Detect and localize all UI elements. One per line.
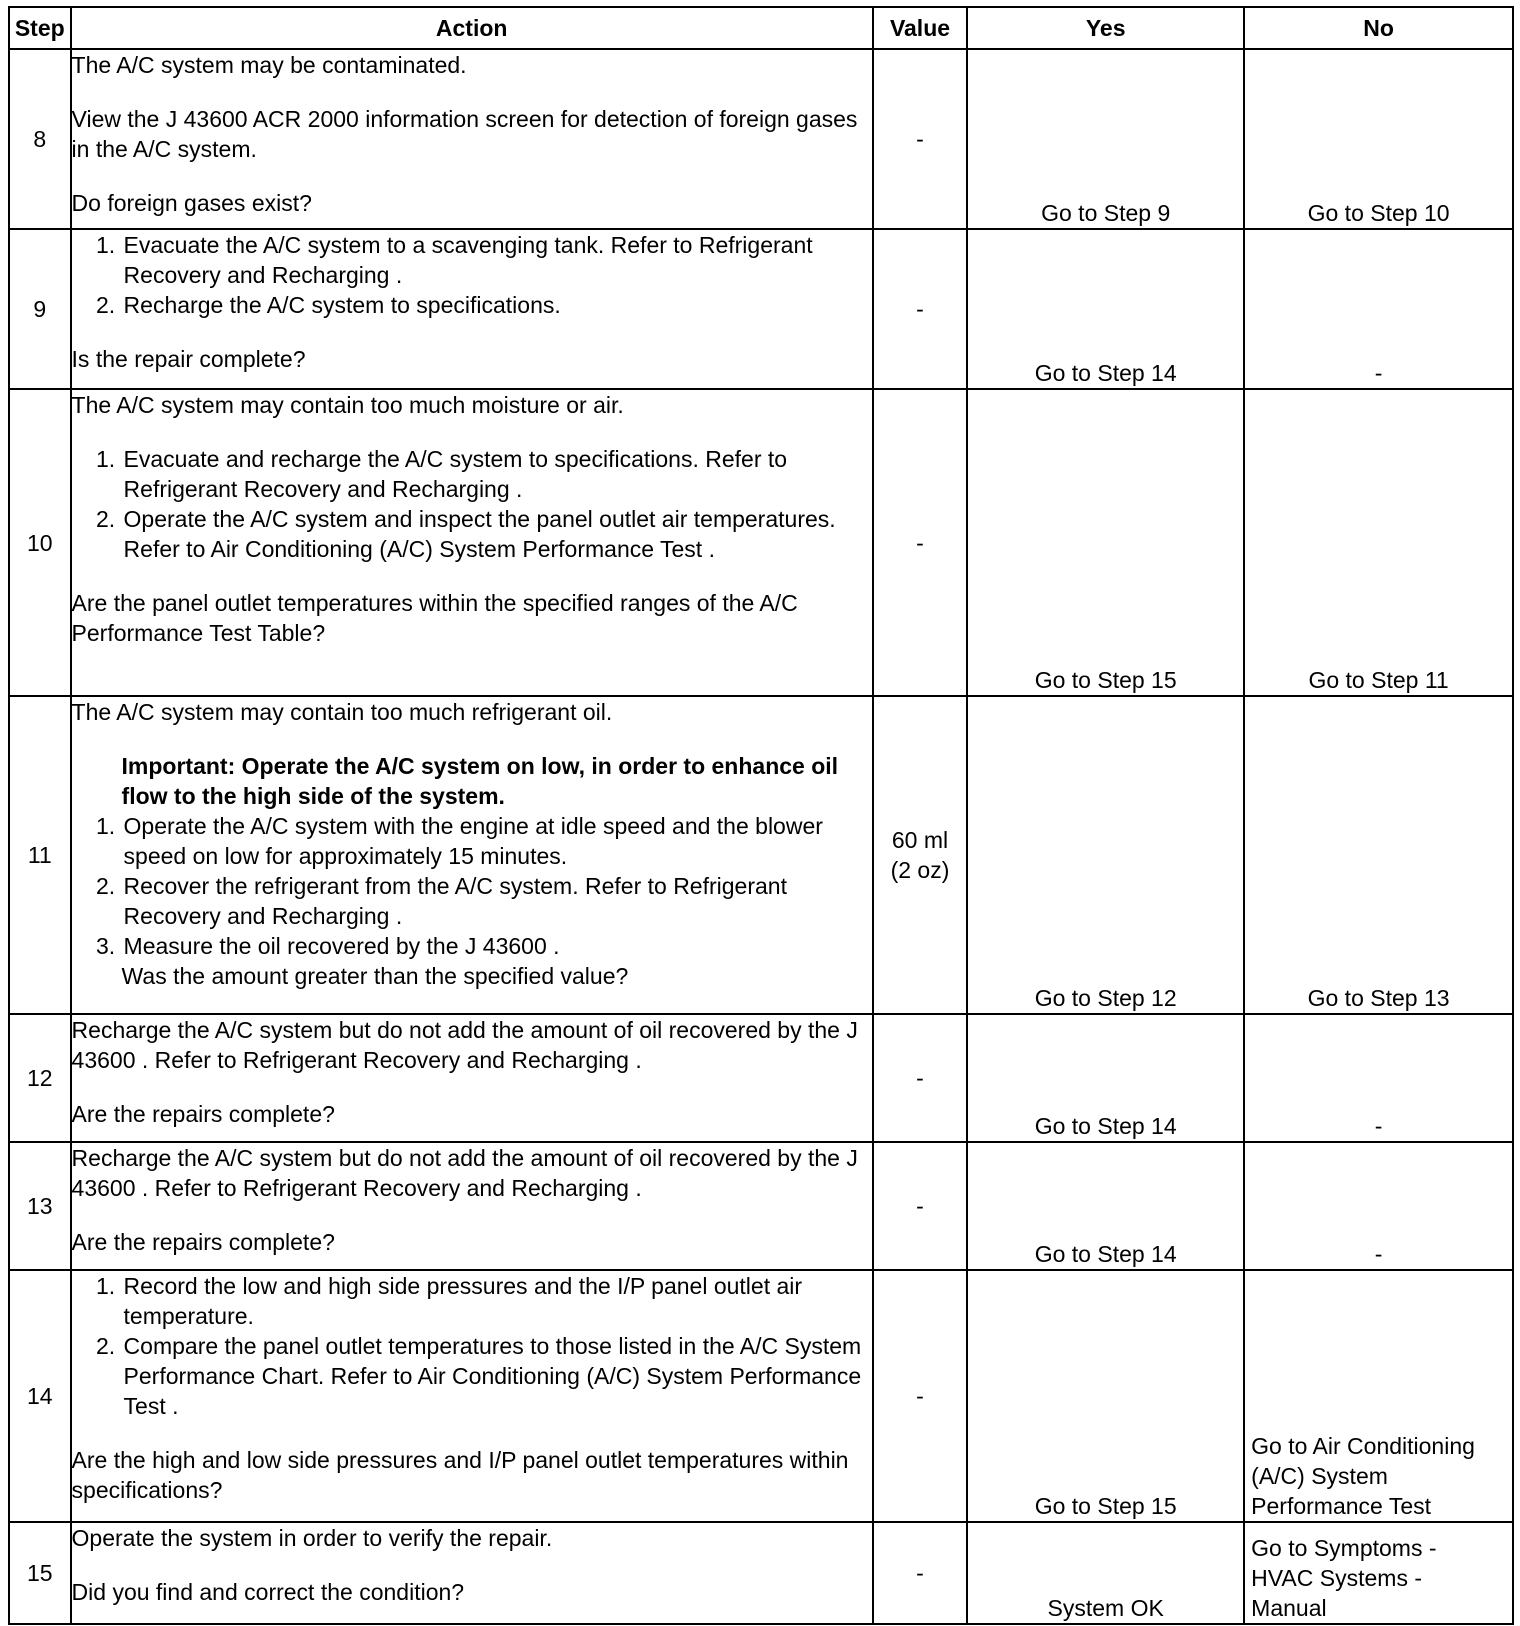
- action-cell: [71, 1522, 873, 1624]
- action-list: [72, 230, 872, 320]
- header-step: Step: [9, 7, 71, 49]
- value-cell: -: [873, 1270, 967, 1522]
- action-question: Was the amount greater than the specified value?: [121, 963, 629, 989]
- action-list-item: 2. Compare the panel outlet temperatures to those listed in the A/C System Performance Chart. Refer to Air Conditioning (A/C) System Performance Test .: [122, 1331, 872, 1421]
- table-row: [9, 229, 1513, 389]
- action-text: View the J 43600 ACR 2000 information screen for detection of foreign gases in the A/C system.: [71, 106, 858, 162]
- action-list: [72, 444, 872, 564]
- table-row: [9, 389, 1513, 696]
- action-text: Recharge the A/C system but do not add the amount of oil recovered by the J 43600 . Refer to Refrigerant Recovery and Recharging .: [71, 1017, 858, 1073]
- action-question: Are the high and low side pressures and I/P panel outlet temperatures within specifications?: [71, 1447, 849, 1503]
- no-cell: Go to Air Conditioning (A/C) System Performance Test: [1244, 1270, 1513, 1522]
- action-cell: [71, 1142, 873, 1270]
- action-text: Operate the system in order to verify the repair.: [71, 1525, 553, 1551]
- action-list-item: 2. Recover the refrigerant from the A/C system. Refer to Refrigerant Recovery and Recharging .: [122, 871, 872, 931]
- value-cell: -: [873, 1142, 967, 1270]
- yes-cell: Go to Step 14: [967, 229, 1244, 389]
- step-number: 14: [9, 1270, 71, 1522]
- action-cell: [71, 389, 873, 696]
- value-cell: -: [873, 389, 967, 696]
- action-cell: [71, 1014, 873, 1142]
- action-question: Are the repairs complete?: [71, 1229, 335, 1255]
- action-cell: [71, 696, 873, 1014]
- step-number: 11: [9, 696, 71, 1014]
- action-text: The A/C system may contain too much refrigerant oil.: [71, 699, 613, 725]
- diagnostic-table: [8, 6, 1514, 1625]
- important-note: Important: Operate the A/C system on low, in order to enhance oil flow to the high side of the system.: [121, 753, 839, 809]
- header-yes: Yes: [967, 7, 1244, 49]
- yes-cell: Go to Step 15: [967, 389, 1244, 696]
- no-cell: -: [1244, 1142, 1513, 1270]
- table-row: [9, 696, 1513, 1014]
- action-list-item: 1. Evacuate the A/C system to a scavenging tank. Refer to Refrigerant Recovery and Recharging .: [122, 230, 872, 290]
- action-list-item: 1. Operate the A/C system with the engine at idle speed and the blower speed on low for approximately 15 minutes.: [122, 811, 872, 871]
- action-text: The A/C system may contain too much moisture or air.: [71, 392, 624, 418]
- action-cell: [71, 229, 873, 389]
- value-cell: 60 ml (2 oz): [873, 696, 967, 1014]
- header-action: Action: [71, 7, 873, 49]
- yes-cell: Go to Step 15: [967, 1270, 1244, 1522]
- value-cell: -: [873, 1014, 967, 1142]
- step-number: 15: [9, 1522, 71, 1624]
- action-list-item: 1. Record the low and high side pressures and the I/P panel outlet air temperature.: [122, 1271, 872, 1331]
- yes-cell: Go to Step 12: [967, 696, 1244, 1014]
- action-list-item: 1. Evacuate and recharge the A/C system to specifications. Refer to Refrigerant Recovery and Recharging .: [122, 444, 872, 504]
- header-no: No: [1244, 7, 1513, 49]
- action-list-item: 3. Measure the oil recovered by the J 43600 .: [122, 931, 872, 961]
- header-row: [9, 7, 1513, 49]
- value-cell: -: [873, 1522, 967, 1624]
- step-number: 12: [9, 1014, 71, 1142]
- no-cell: -: [1244, 1014, 1513, 1142]
- value-cell: -: [873, 229, 967, 389]
- action-question: Did you find and correct the condition?: [71, 1579, 465, 1605]
- yes-cell: System OK: [967, 1522, 1244, 1624]
- action-question: Do foreign gases exist?: [71, 190, 312, 216]
- action-list: [72, 1271, 872, 1421]
- table-row: [9, 1014, 1513, 1142]
- no-cell: Go to Step 11: [1244, 389, 1513, 696]
- step-number: 9: [9, 229, 71, 389]
- step-number: 10: [9, 389, 71, 696]
- table-row: [9, 1142, 1513, 1270]
- action-list-item: 2. Recharge the A/C system to specifications.: [122, 290, 872, 320]
- no-cell: Go to Step 10: [1244, 49, 1513, 229]
- table-row: [9, 49, 1513, 229]
- action-question: Are the repairs complete?: [71, 1101, 335, 1127]
- no-cell: Go to Step 13: [1244, 696, 1513, 1014]
- table-row: [9, 1522, 1513, 1624]
- action-text: Recharge the A/C system but do not add the amount of oil recovered by the J 43600 . Refer to Refrigerant Recovery and Recharging .: [71, 1145, 858, 1201]
- action-list: [72, 811, 872, 961]
- yes-cell: Go to Step 14: [967, 1142, 1244, 1270]
- yes-cell: Go to Step 14: [967, 1014, 1244, 1142]
- yes-cell: Go to Step 9: [967, 49, 1244, 229]
- table-row: [9, 1270, 1513, 1522]
- action-question: Are the panel outlet temperatures within the specified ranges of the A/C Performance Test Table?: [71, 590, 798, 646]
- action-text: The A/C system may be contaminated.: [71, 52, 467, 78]
- no-cell: Go to Symptoms - HVAC Systems - Manual: [1244, 1522, 1513, 1624]
- header-value: Value: [873, 7, 967, 49]
- action-question: Is the repair complete?: [71, 346, 306, 372]
- action-cell: [71, 49, 873, 229]
- step-number: 13: [9, 1142, 71, 1270]
- value-cell: -: [873, 49, 967, 229]
- action-list-item: 2. Operate the A/C system and inspect the panel outlet air temperatures. Refer to Air Conditioning (A/C) System Performance Test .: [122, 504, 872, 564]
- no-cell: -: [1244, 229, 1513, 389]
- step-number: 8: [9, 49, 71, 229]
- action-cell: [71, 1270, 873, 1522]
